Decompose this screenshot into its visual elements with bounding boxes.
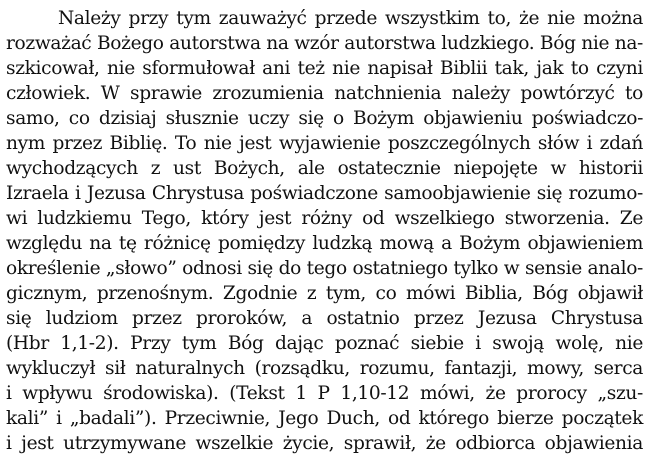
text-line: szkicował, nie sformułował ani też nie napisał Biblii tak, jak to czyni xyxy=(6,58,643,79)
text-line: określenie „słowo” odnosi się do tego ostatniego tylko w sensie analo- xyxy=(6,258,643,279)
text-line: wychodzących z ust Bożych, ale ostatecznie niepojęte w historii xyxy=(6,158,643,179)
text-line: i jest utrzymywane wszelkie życie, sprawił, że odbiorca objawienia xyxy=(6,433,643,454)
text-line: nym przez Biblię. To nie jest wyjawienie poszczególnych słów i zdań xyxy=(6,133,643,154)
text-line: kali” i „badali”). Przeciwnie, Jego Duch, od którego bierze początek xyxy=(6,408,643,429)
text-line: Należy przy tym zauważyć przede wszystkim to, że nie można xyxy=(58,8,643,29)
text-line: i wpływu środowiska). (Tekst 1 P 1,10-12 mówi, że prorocy „szu- xyxy=(6,383,643,404)
text-line: względu na tę różnicę pomiędzy ludzką mową a Bożym objawieniem xyxy=(6,233,643,254)
text-line: rozważać Bożego autorstwa na wzór autorstwa ludzkiego. Bóg nie na- xyxy=(6,33,643,54)
text-line: Izraela i Jezusa Chrystusa poświadczone samoobjawienie się rozumo- xyxy=(6,183,643,204)
text-line: samo, co dzisiaj słusznie uczy się o Bożym objawieniu poświadczo- xyxy=(6,108,643,129)
text-line: (Hbr 1,1-2). Przy tym Bóg dając poznać siebie i swoją wolę, nie xyxy=(6,333,643,354)
text-line: wykluczył sił naturalnych (rozsądku, rozumu, fantazji, mowy, serca xyxy=(6,358,643,379)
text-line: się ludziom przez proroków, a ostatnio przez Jezusa Chrystusa xyxy=(6,308,643,329)
text-line: wi ludzkiemu Tego, który jest różny od wszelkiego stworzenia. Ze xyxy=(6,208,643,229)
document-page xyxy=(6,6,643,456)
text-line: człowiek. W sprawie zrozumienia natchnienia należy powtórzyć to xyxy=(6,83,643,104)
text-line: gicznym, przenośnym. Zgodnie z tym, co mówi Biblia, Bóg objawił xyxy=(6,283,643,304)
